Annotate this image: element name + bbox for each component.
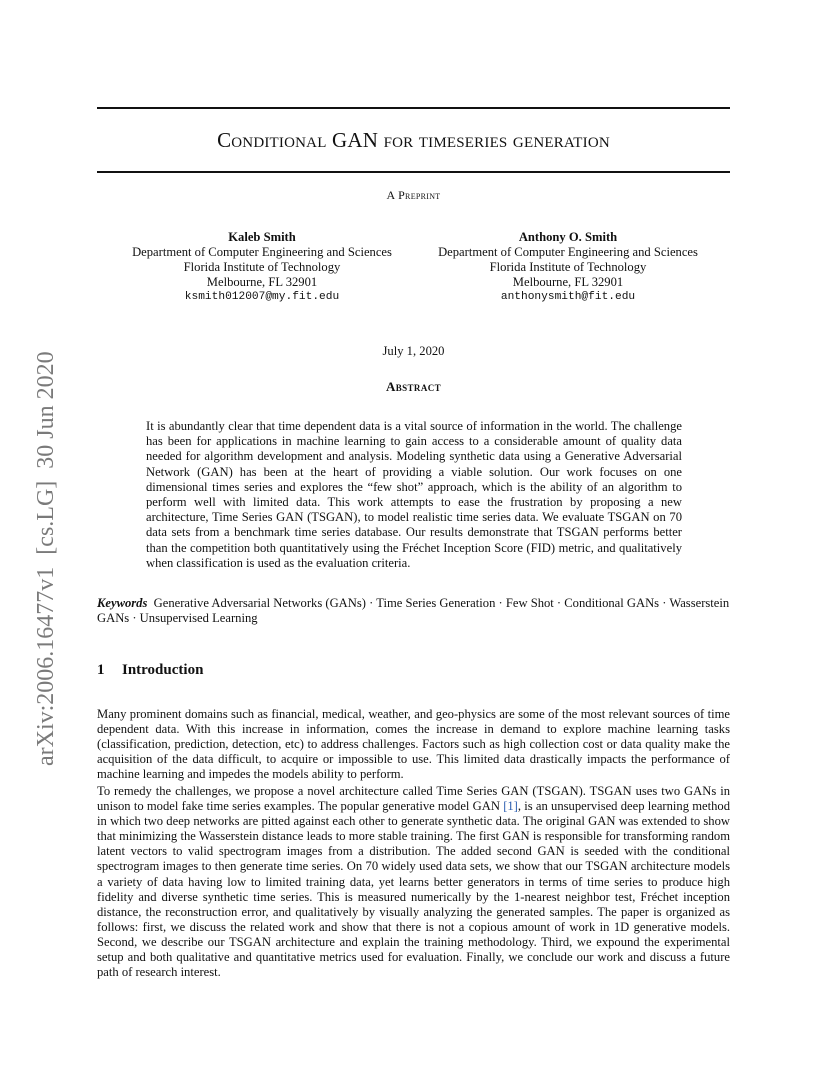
- section-title: Introduction: [122, 662, 204, 678]
- author-institution: Florida Institute of Technology: [183, 260, 341, 274]
- title-top-rule: [97, 107, 730, 109]
- author-address: Melbourne, FL 32901: [512, 275, 624, 289]
- intro-paragraph-1: Many prominent domains such as financial, medical, weather, and geo-physics are some of the most relevant sources of time dependent data. With this increase in information, comes the increase in demand to explore machine learning tasks (classification, prediction, detection, etc) to address challenges. Factors such as high collection cost or data quality make the acquisition of the data difficult, to acquire or impossible to use. This limited data drastically impacts the performance of machine learning and impedes the models ability to perform.: [97, 707, 730, 782]
- author-email[interactable]: anthonysmith@fit.edu: [500, 291, 636, 303]
- paragraph-text: To remedy the challenges, we propose a novel architecture called Time Series GAN (TSGAN). TSGAN uses two GANs in unison to model fake time series examples. The popular generative model GAN: [97, 784, 730, 814]
- abstract-heading: Abstract: [385, 379, 442, 394]
- keywords-label: Keywords: [97, 596, 148, 610]
- citation-link[interactable]: [1]: [503, 799, 518, 814]
- paper-date: July 1, 2020: [382, 344, 445, 358]
- keywords: [97, 596, 730, 626]
- title-bottom-rule: [97, 171, 730, 173]
- author-block-1: [107, 230, 417, 305]
- paragraph-text: , is an unsupervised deep learning method in which two deep networks are pitted against each other to generate synthetic data. The original GAN was extended to show that minimizing the Wasserstein distance leads to more stable training. The first GAN is responsible for transforming random latent vectors to valid spectrogram images from a distribution. The added second GAN is seeded with the conditional spectrogram images to then generate time series. On 70 widely used data sets, we show that our TSGAN architecture models a variety of data having low to limited training data, yet learns better generators in terms of time series to produce high fidelity and diverse synthetic time series. This is measured numerically by the 1-nearest neighbor test, Fréchet inception distance, the reconstruction error, and qualitatively by visually analyzing the generated samples. The paper is organized as follows: first, we discuss the related work and show that there is not a copious amount of work in 1D generative models. Second, we describe our TSGAN architecture and explain the training methodology. Third, we expound the experimental setup and both qualitative and quantitative metrics used for evaluation. Finally, we conclude our work and discuss a future path of research interest.: [97, 799, 731, 980]
- author-department: Department of Computer Engineering and Sciences: [438, 245, 698, 259]
- paper-title: Conditional GAN for timeseries generation: [217, 128, 610, 152]
- section-heading-introduction: [97, 662, 730, 679]
- keywords-text: Generative Adversarial Networks (GANs) · Time Series Generation · Few Shot · Conditional GANs · Wasserstein GANs · Unsupervised Learning: [97, 596, 730, 626]
- author-institution: Florida Institute of Technology: [489, 260, 647, 274]
- author-block-2: [418, 230, 718, 305]
- section-number: 1: [97, 662, 105, 678]
- author-address: Melbourne, FL 32901: [206, 275, 318, 289]
- arxiv-stamp: arXiv:2006.16477v1 [cs.LG] 30 Jun 2020: [33, 351, 59, 766]
- intro-paragraph-2: [97, 784, 730, 980]
- abstract-text: It is abundantly clear that time dependent data is a vital source of information in the world. The challenge has been for applications in machine learning to gain access to a considerable amount of quality data needed for algorithm development and analysis. Modeling synthetic data using a Generative Adversarial Network (GAN) has been at the heart of providing a viable solution. Our work focuses on one dimensional times series and explores the “few shot” approach, which is the ability of an algorithm to perform well with limited data. This work attempts to ease the frustration by proposing a new architecture, Time Series GAN (TSGAN), to model realistic time series data. We evaluate TSGAN on 70 data sets from a benchmark time series database. Our results demonstrate that TSGAN performs better than the competition both quantitatively using the Fréchet Inception Score (FID) metric, and qualitatively when classification is used as the evaluation criteria.: [146, 419, 682, 570]
- author-name: Anthony O. Smith: [518, 230, 618, 244]
- author-name: Kaleb Smith: [228, 230, 296, 244]
- author-email[interactable]: ksmith012007@my.fit.edu: [184, 291, 340, 303]
- preprint-label: A Preprint: [386, 188, 441, 202]
- author-department: Department of Computer Engineering and Sciences: [132, 245, 392, 259]
